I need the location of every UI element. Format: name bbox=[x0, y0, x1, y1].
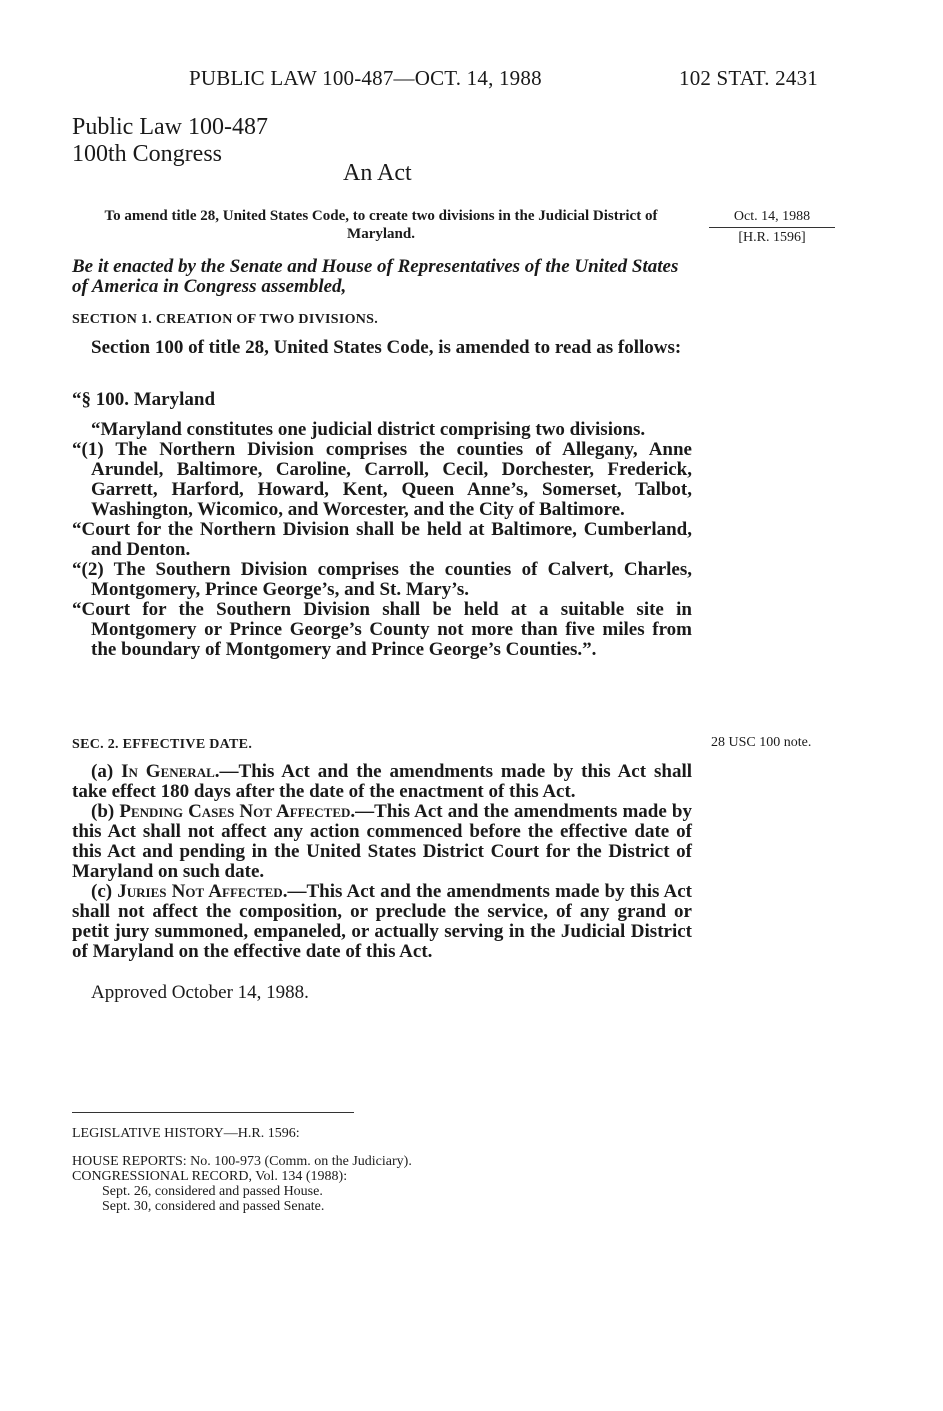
subsection-a-label: (a) bbox=[91, 761, 122, 782]
amended-section-heading: “§ 100. Maryland bbox=[72, 389, 216, 410]
amended-paragraph-5: “Court for the Southern Division shall be held at a suitable site in Montgomery or Prince George’s County not more than five miles from the boundary of Montgomery and Prince George’s Counties.”. bbox=[72, 599, 692, 660]
section2-heading: SEC. 2. EFFECTIVE DATE. bbox=[72, 737, 253, 752]
margin-usc-note: 28 USC 100 note. bbox=[711, 735, 812, 750]
purpose-statement: To amend title 28, United States Code, to create two divisions in the Judicial District of Maryland. bbox=[104, 208, 658, 242]
subsection-c-label: (c) bbox=[91, 881, 118, 902]
house-reports: HOUSE REPORTS: No. 100-973 (Comm. on the Judiciary). bbox=[72, 1154, 412, 1169]
amended-paragraph-3: “Court for the Northern Division shall be held at Baltimore, Cumberland, and Denton. bbox=[72, 519, 692, 560]
act-heading: An Act bbox=[343, 160, 412, 186]
law-title-block bbox=[72, 114, 268, 168]
margin-bill-number: [H.R. 1596] bbox=[738, 230, 806, 245]
legislative-history-heading: LEGISLATIVE HISTORY—H.R. 1596: bbox=[72, 1126, 300, 1141]
running-title: PUBLIC LAW 100-487—OCT. 14, 1988 bbox=[189, 66, 542, 90]
approval-line: Approved October 14, 1988. bbox=[91, 982, 309, 1003]
footnote-divider bbox=[72, 1112, 354, 1113]
subsection-b-label: (b) bbox=[91, 801, 120, 822]
section1-heading: SECTION 1. CREATION OF TWO DIVISIONS. bbox=[72, 312, 379, 327]
amended-paragraph-2: “(1) The Northern Division comprises the counties of Allegany, Anne Arundel, Baltimore, Caroline, Carroll, Cecil, Dorchester, Frederick, Garrett, Harford, Howard, Kent, Queen Anne’s, Somerset, Talbot, Washington, Wicomico, and Worcester, and the City of Baltimore. bbox=[72, 439, 692, 520]
congressional-record: CONGRESSIONAL RECORD, Vol. 134 (1988): bbox=[72, 1169, 348, 1184]
subsection-b bbox=[72, 802, 692, 882]
congress-number: 100th Congress bbox=[72, 141, 222, 167]
section2-text-block bbox=[72, 762, 692, 962]
subsection-b-caption: Pending Cases Not Affected. bbox=[119, 801, 356, 822]
subsection-c-caption: Juries Not Affected. bbox=[117, 881, 288, 902]
amended-paragraph-4: “(2) The Southern Division comprises the counties of Calvert, Charles, Montgomery, Prince George’s, and St. Mary’s. bbox=[72, 559, 692, 600]
subsection-c bbox=[72, 882, 692, 962]
public-law-number: Public Law 100-487 bbox=[72, 114, 268, 140]
subsection-a-caption: In General. bbox=[121, 761, 220, 782]
section1-intro: Section 100 of title 28, United States Code, is amended to read as follows: bbox=[91, 337, 682, 358]
subsection-a bbox=[72, 762, 692, 802]
amended-text-block bbox=[72, 420, 692, 660]
margin-date: Oct. 14, 1988 bbox=[709, 207, 835, 228]
history-action-2: Sept. 30, considered and passed Senate. bbox=[102, 1199, 325, 1214]
stat-page-number: 102 STAT. 2431 bbox=[679, 66, 818, 90]
subsection-c-text: —This Act and the amendments made by this Act shall not affect the composition, or preclude the service, of any grand or petit jury summoned, empaneled, or actually serving in the Judicial District of Maryland on the effective date of this Act. bbox=[72, 881, 692, 962]
legislative-history-block bbox=[72, 1154, 412, 1214]
amended-paragraph-1: “Maryland constitutes one judicial district comprising two divisions. bbox=[91, 419, 646, 440]
subsection-a-text: —This Act and the amendments made by this Act shall take effect 180 days after the date of the enactment of this Act. bbox=[72, 761, 692, 802]
subsection-b-text: —This Act and the amendments made by this Act shall not affect any action commenced before the effective date of this Act and pending in the United States District Court for the District of Maryland on such date. bbox=[72, 801, 692, 882]
enacting-clause: Be it enacted by the Senate and House of Representatives of the United States of America in Congress assembled, bbox=[72, 256, 679, 297]
margin-date-block bbox=[709, 207, 835, 247]
history-action-1: Sept. 26, considered and passed House. bbox=[102, 1184, 323, 1199]
